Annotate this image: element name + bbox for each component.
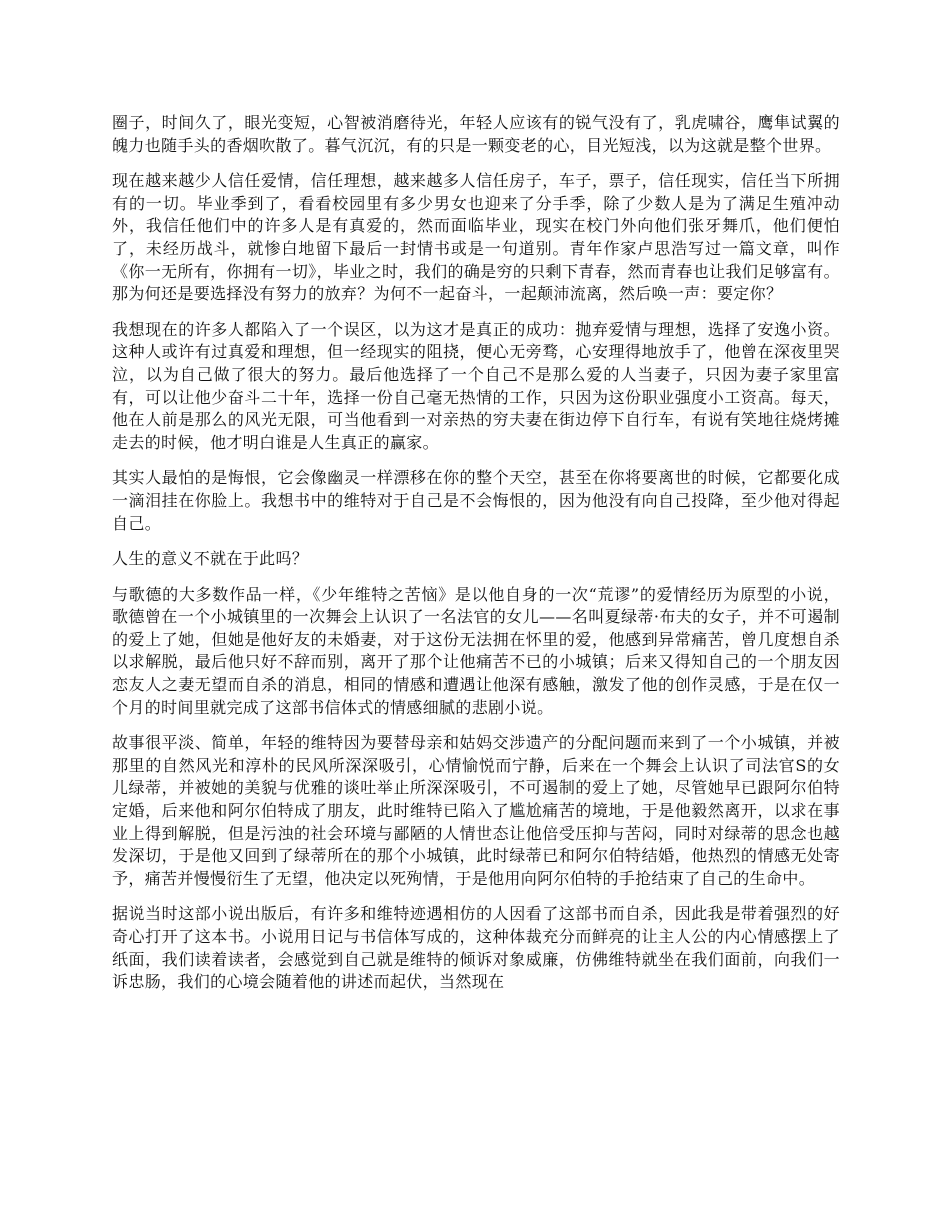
paragraph: 现在越来越少人信任爱情，信任理想，越来越多人信任房子，车子，票子，信任现实，信任当下所拥有的一切。毕业季到了，看看校园里有多少男女也迎来了分手季，除了少数人是为了满足生殖冲动外，我信任他们中的许多人是有真爱的，然而面临毕业，现实在校门外向他们张牙舞爪，他们便怕了，未经历战斗，就惨白地留下最后一封情书或是一句道别。青年作家卢思浩写过一篇文章，叫作《你一无所有，你拥有一切》，毕业之时，我们的确是穷的只剩下青春，然而青春也让我们足够富有。那为何还是要选择没有努力的放弃？为何不一起奋斗，一起颠沛流离，然后唤一声：要定你？ (112, 171, 840, 304)
paragraph: 人生的意义不就在于此吗？ (112, 549, 309, 569)
document-page (112, 112, 840, 1007)
paragraph: 我想现在的许多人都陷入了一个误区，以为这才是真正的成功：抛弃爱情与理想，选择了安逸小资。这种人或许有过真爱和理想，但一经现实的阻挠，便心无旁骛，心安理得地放手了，他曾在深夜里哭泣，以为自己做了很大的努力。最后他选择了一个自己不是那么爱的人当妻子，只因为妻子家里富有，可以让他少奋斗二十年，选择一份自己毫无热情的工作，只因为这份职业强度小工资高。每天，他在人前是那么的风光无限，可当他看到一对亲热的穷夫妻在街边停下自行车，有说有笑地往烧烤摊走去的时候，他才明白谁是人生真正的赢家。 (112, 319, 840, 452)
paragraph: 据说当时这部小说出版后，有许多和维特迹遇相仿的人因看了这部书而自杀，因此我是带着强烈的好奇心打开了这本书。小说用日记与书信体写成的，这种体裁充分而鲜亮的让主人公的内心情感摆上了纸面，我们读着读者，会感觉到自己就是维特的倾诉对象威廉，仿佛维特就坐在我们面前，向我们一诉忠肠，我们的心境会随着他的讲述而起伏，当然现在 (112, 904, 840, 992)
paragraph: 其实人最怕的是悔恨，它会像幽灵一样漂移在你的整个天空，甚至在你将要离世的时候，它都要化成一滴泪挂在你脸上。我想书中的维特对于自己是不会悔恨的，因为他没有向自己投降，至少他对得起自己。 (112, 468, 840, 533)
paragraph: 与歌德的大多数作品一样，《少年维特之苦恼》是以他自身的一次“荒谬”的爱情经历为原型的小说，歌德曾在一个小城镇里的一次舞会上认识了一名法官的女儿——名叫夏绿蒂·布夫的女子，并不可遏制的爱上了她，但她是他好友的未婚妻，对于这份无法拥在怀里的爱，他感到异常痛苦，曾几度想自杀以求解脱，最后他只好不辞而别，离开了那个让他痛苦不已的小城镇；后来又得知自己的一个朋友因恋友人之妻无望而自杀的消息，相同的情感和遭遇让他深有感触，激发了他的创作灵感，于是在仅一个月的时间里就完成了这部书信体式的情感细腻的悲剧小说。 (112, 584, 840, 717)
paragraph: 故事很平淡、简单，年轻的维特因为要替母亲和姑妈交涉遗产的分配问题而来到了一个小城镇，并被那里的自然风光和淳朴的民风所深深吸引，心情愉悦而宁静，后来在一个舞会上认识了司法官S的女儿绿蒂，并被她的美貌与优雅的谈吐举止所深深吸引，不可遏制的爱上了她，尽管她早已跟阿尔伯特定婚，后来他和阿尔伯特成了朋友，此时维特已陷入了尴尬痛苦的境地，于是他毅然离开，以求在事业上得到解脱，但是污浊的社会环境与鄙陋的人情世态让他倍受压抑与苦闷，同时对绿蒂的思念也越发深切，于是他又回到了绿蒂所在的那个小城镇，此时绿蒂已和阿尔伯特结婚，他热烈的情感无处寄予，痛苦并慢慢衍生了无望，他决定以死殉情，于是他用向阿尔伯特的手抢结束了自己的生命中。 (112, 733, 840, 888)
paragraph: 圈子，时间久了，眼光变短，心智被消磨待光，年轻人应该有的锐气没有了，乳虎啸谷，鹰隼试翼的魄力也随手头的香烟吹散了。暮气沉沉，有的只是一颗变老的心，目光短浅，以为这就是整个世界。 (112, 113, 840, 155)
